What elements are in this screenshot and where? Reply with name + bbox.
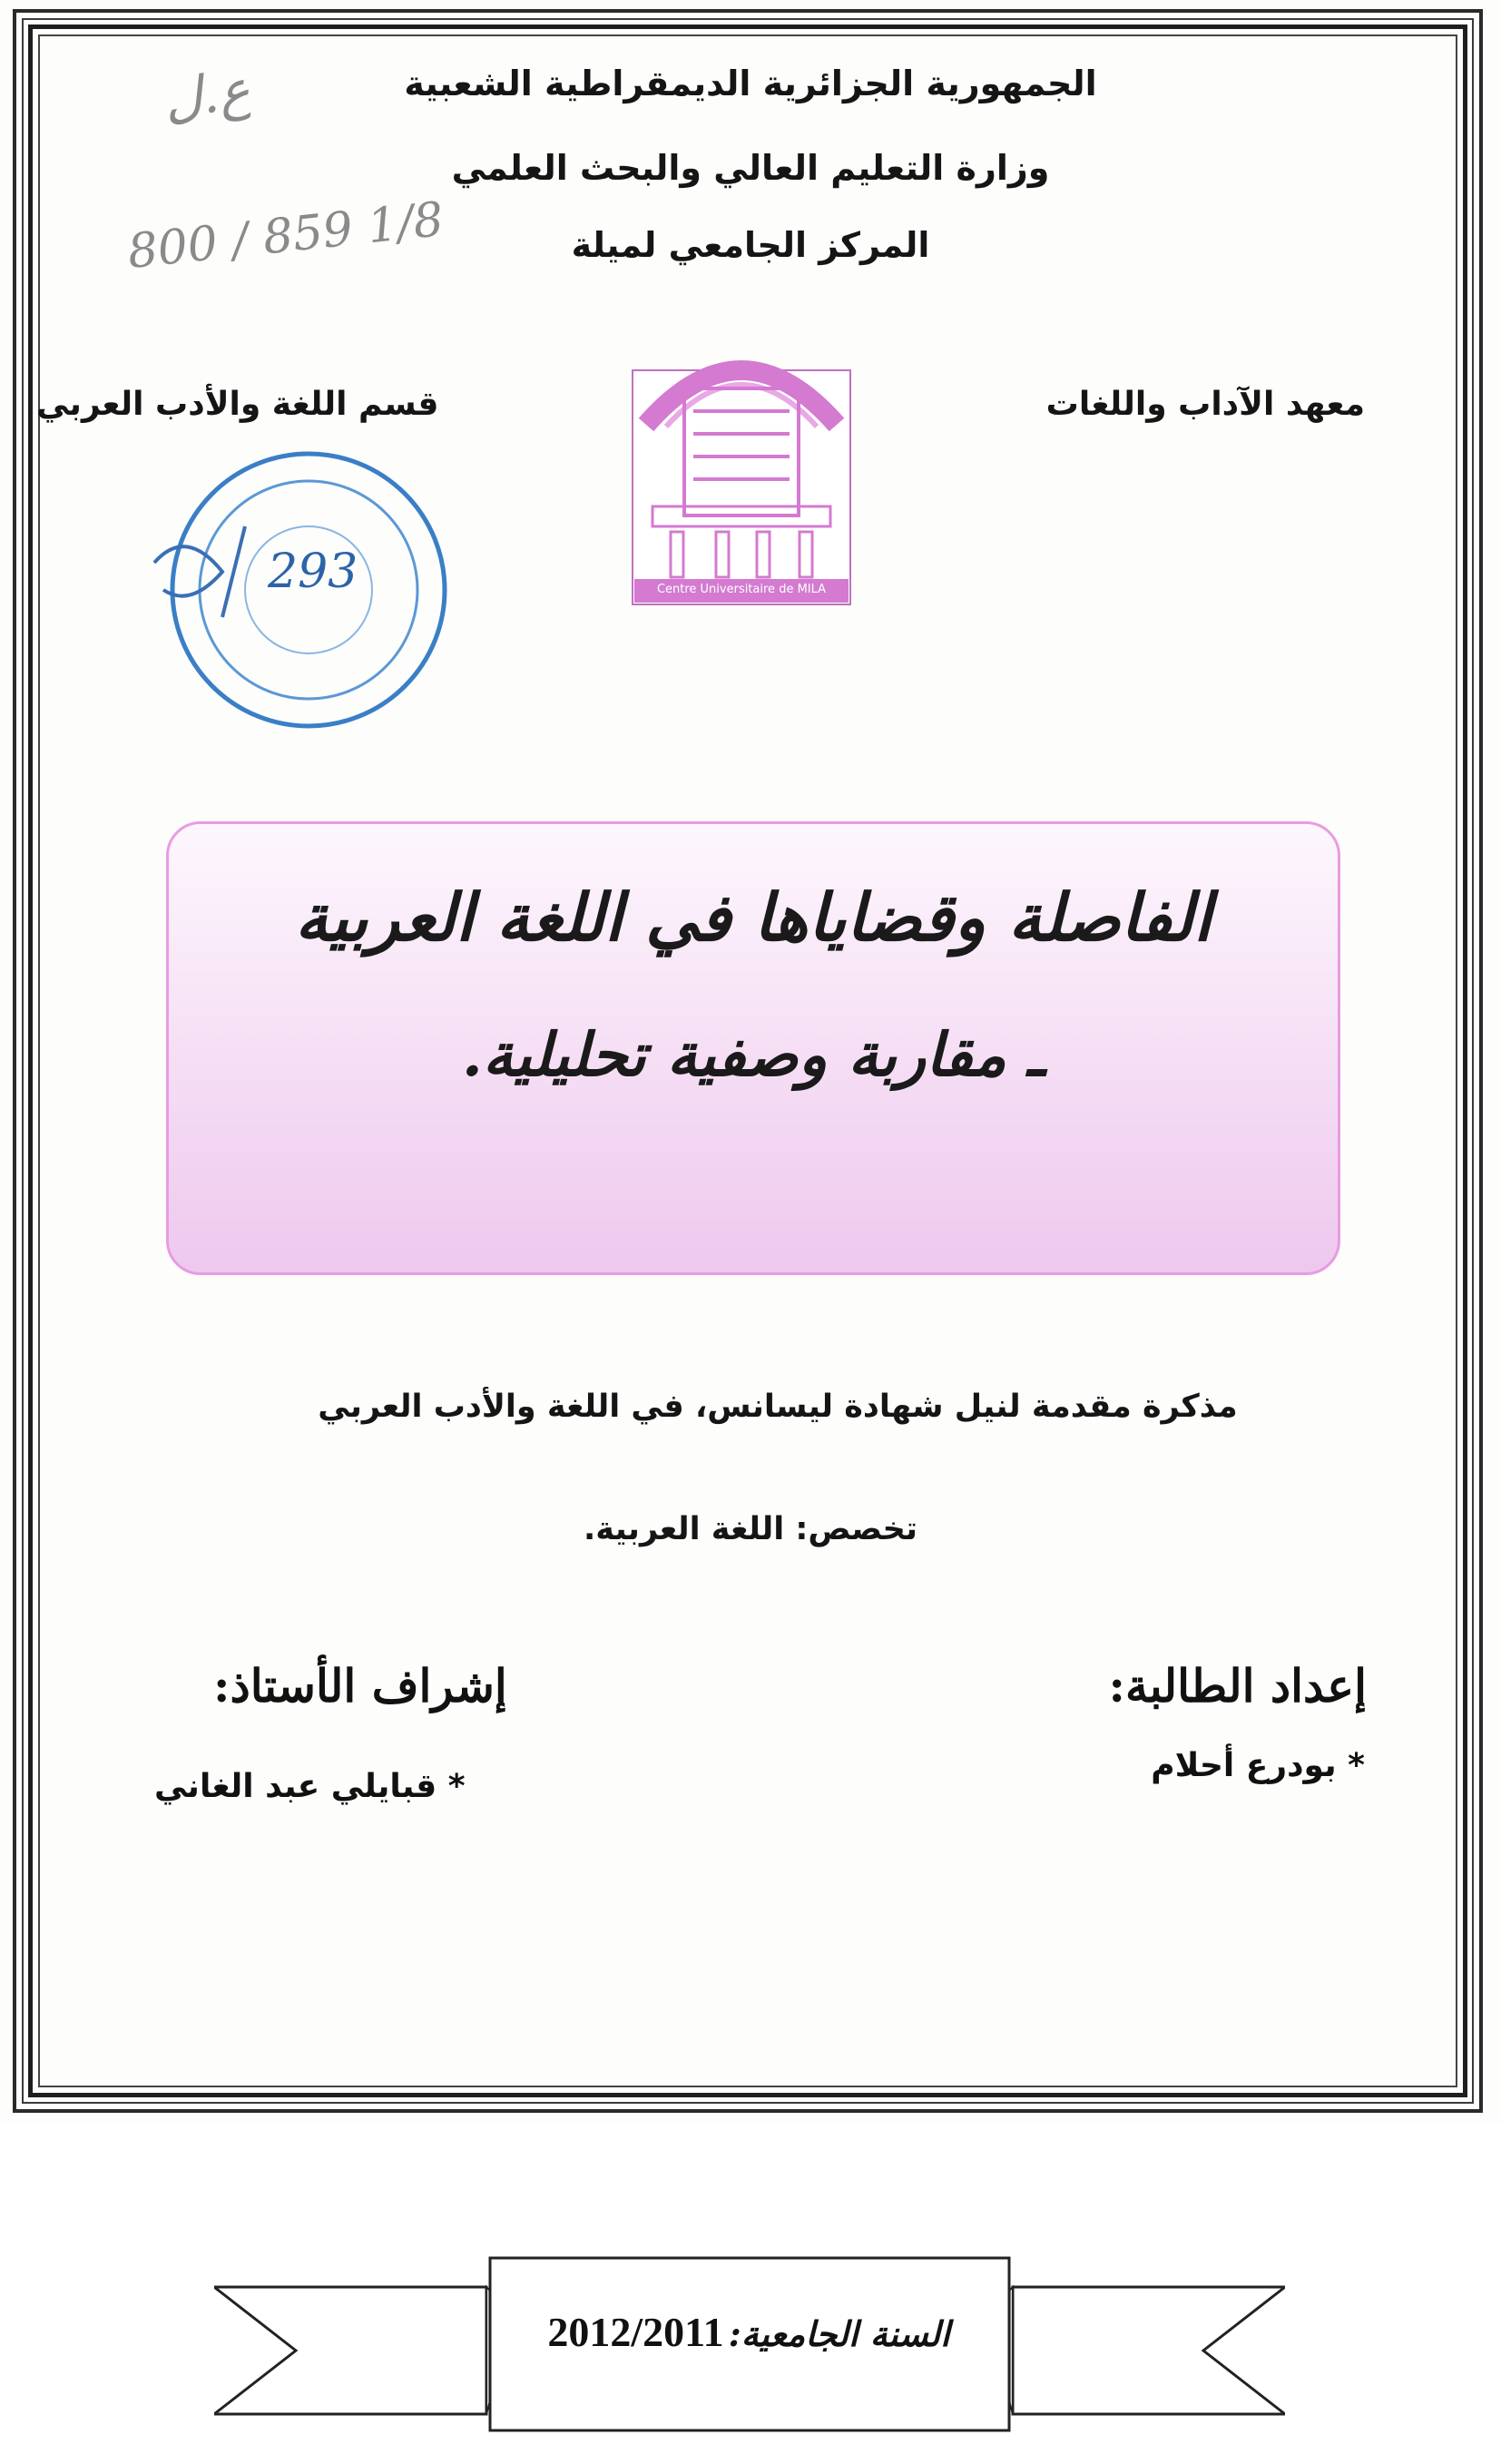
header-ministry: وزارة التعليم العالي والبحث العلمي — [451, 148, 1050, 188]
logo-caption: Centre Universitaire de MILA — [656, 583, 827, 596]
thesis-subtitle: ـ مقاربة وصفية تحليلية. — [461, 1019, 1045, 1090]
stamp-number: 293 — [268, 545, 358, 599]
institute-label: معهد الآداب واللغات — [1045, 386, 1365, 423]
academic-year-label: السنة الجامعية: — [728, 2313, 950, 2354]
year-ribbon — [214, 2251, 1285, 2464]
thesis-title: الفاصلة وقضاياها في اللغة العربية — [295, 879, 1212, 956]
supervisor-name: * قبايلي عبد الغاني — [154, 1768, 466, 1805]
supervisor-heading: إشراف الأستاذ: — [213, 1659, 507, 1713]
handwritten-note-ref: 800 / 859 1/8 — [124, 191, 446, 280]
academic-year-value: 2012/2011 — [547, 2309, 724, 2355]
department-label: قسم اللغة والأدب العربي — [36, 386, 439, 423]
handwritten-note-top: ع.ل — [159, 57, 254, 132]
university-logo — [630, 325, 853, 610]
title-box — [166, 821, 1340, 1275]
memoir-specialty: تخصص: اللغة العربية. — [584, 1511, 917, 1547]
academic-year — [517, 2308, 980, 2356]
memoir-purpose: مذكرة مقدمة لنيل شهادة ليسانس، في اللغة والأدب العربي — [318, 1389, 1238, 1425]
student-name: * بودرع أحلام — [1151, 1747, 1365, 1784]
header-republic: الجمهورية الجزائرية الديمقراطية الشعبية — [404, 64, 1097, 103]
official-stamp — [136, 436, 463, 735]
header-university: المركز الجامعي لميلة — [571, 225, 930, 265]
student-heading: إعداد الطالبة: — [1108, 1659, 1367, 1713]
